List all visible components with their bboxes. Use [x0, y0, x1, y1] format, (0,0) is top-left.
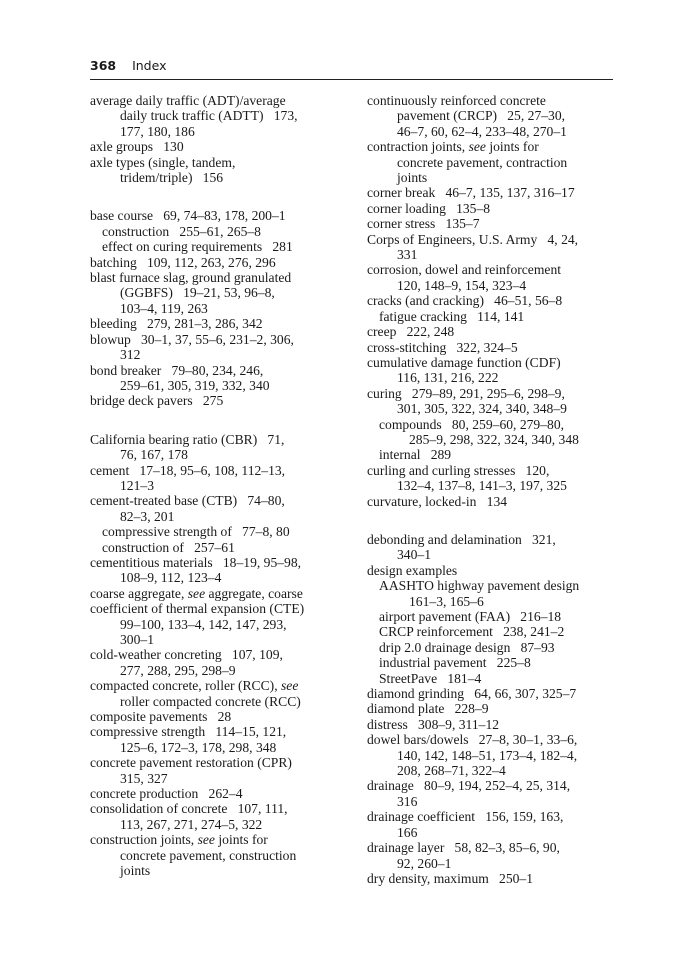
index-entry: California bearing ratio (CBR) 71, — [90, 431, 285, 447]
index-entry-continuation: 132–4, 137–8, 141–3, 197, 325 — [397, 478, 567, 494]
index-entry-continuation: 161–3, 165–6 — [409, 593, 484, 609]
index-entry: debonding and delamination 321, — [367, 531, 556, 547]
index-entry: continuously reinforced concrete — [367, 93, 546, 108]
index-entry: curling and curling stresses 120, — [367, 462, 550, 478]
index-entry-continuation: 125–6, 172–3, 178, 298, 348 — [120, 739, 277, 755]
index-entry-continuation: 76, 167, 178 — [120, 447, 188, 463]
index-entry: bleeding 279, 281–3, 286, 342 — [90, 316, 263, 332]
index-subentry: CRCP reinforcement 238, 241–2 — [379, 624, 565, 640]
index-entry: dry density, maximum 250–1 — [367, 870, 534, 886]
index-entry-continuation: 99–100, 133–4, 142, 147, 293, — [120, 616, 287, 632]
index-entry: compacted concrete, roller (RCC), see — [90, 678, 299, 694]
index-entry-continuation: tridem/triple) 156 — [120, 170, 224, 186]
index-entry-continuation: 120, 148–9, 154, 323–4 — [397, 277, 527, 293]
index-entry-continuation: roller compacted concrete (RCC) — [120, 693, 301, 709]
index-entry-continuation: 166 — [397, 824, 418, 840]
index-entry-continuation: 331 — [397, 247, 418, 263]
index-entry: cement-treated base (CTB) 74–80, — [90, 493, 285, 509]
index-entry-continuation: 277, 288, 295, 298–9 — [120, 662, 236, 678]
index-entry: coefficient of thermal expansion (CTE) — [90, 601, 305, 617]
index-entry-continuation: 300–1 — [120, 632, 154, 647]
index-entry: construction joints, see joints for — [90, 832, 268, 848]
index-entry: cementitious materials 18–19, 95–98, — [90, 554, 302, 570]
index-entry: diamond grinding 64, 66, 307, 325–7 — [367, 686, 577, 702]
index-entry-continuation: 285–9, 298, 322, 324, 340, 348 — [409, 431, 579, 447]
index-entry-continuation: concrete pavement, construction — [120, 847, 297, 863]
header-title: Index — [132, 58, 167, 73]
index-entry: blast furnace slag, ground granulated — [90, 270, 292, 286]
index-entry: consolidation of concrete 107, 111, — [90, 801, 288, 817]
index-entry: bond breaker 79–80, 234, 246, — [90, 362, 264, 378]
index-entry-continuation: 121–3 — [120, 477, 154, 493]
index-entry: corner break 46–7, 135, 137, 316–17 — [367, 185, 575, 201]
index-subentry: AASHTO highway pavement design — [379, 578, 580, 594]
index-entry-continuation: 259–61, 305, 319, 332, 340 — [120, 377, 270, 393]
index-entry-continuation: joints — [397, 170, 428, 186]
index-entry: compressive strength 114–15, 121, — [90, 724, 287, 740]
index-entry-continuation: 208, 268–71, 322–4 — [397, 763, 506, 779]
index-column-right — [367, 93, 579, 886]
index-subentry: construction of 257–61 — [102, 539, 235, 555]
index-subentry: compressive strength of 77–8, 80 — [102, 524, 290, 540]
index-subentry: effect on curing requirements 281 — [102, 239, 293, 255]
index-entry: average daily traffic (ADT)/average — [90, 93, 286, 108]
index-entry: creep 222, 248 — [367, 324, 455, 340]
index-entry-continuation: 301, 305, 322, 324, 340, 348–9 — [397, 401, 567, 417]
index-entry: coarse aggregate, see aggregate, coarse — [90, 585, 303, 601]
running-header — [90, 58, 167, 73]
index-entry: Corps of Engineers, U.S. Army 4, 24, — [367, 231, 579, 247]
index-entry-continuation: (GGBFS) 19–21, 53, 96–8, — [120, 285, 275, 301]
index-entry: cement 17–18, 95–6, 108, 112–13, — [90, 462, 286, 478]
index-entry-continuation: daily truck traffic (ADTT) 173, — [120, 108, 298, 124]
section-gap — [90, 185, 304, 208]
index-entry-continuation: 340–1 — [397, 547, 431, 563]
index-entry: drainage coefficient 156, 159, 163, — [367, 809, 564, 825]
index-entry-continuation: pavement (CRCP) 25, 27–30, — [397, 108, 566, 124]
index-entry-continuation: 140, 142, 148–51, 173–4, 182–4, — [397, 747, 578, 763]
page-number: 368 — [90, 58, 117, 73]
index-entry: batching 109, 112, 263, 276, 296 — [90, 254, 276, 270]
index-entry: corner loading 135–8 — [367, 200, 491, 216]
index-entry: bridge deck pavers 275 — [90, 393, 224, 409]
index-entry: curvature, locked-in 134 — [367, 493, 508, 509]
index-entry: cracks (and cracking) 46–51, 56–8 — [367, 293, 563, 309]
index-entry: base course 69, 74–83, 178, 200–1 — [90, 208, 286, 224]
index-entry: concrete pavement restoration (CPR) — [90, 755, 292, 771]
index-entry: composite pavements 28 — [90, 709, 232, 725]
index-entry-continuation: 103–4, 119, 263 — [120, 300, 208, 316]
index-entry-continuation: 113, 267, 271, 274–5, 322 — [120, 816, 263, 832]
index-entry: cumulative damage function (CDF) — [367, 354, 561, 370]
index-entry: concrete production 262–4 — [90, 786, 243, 802]
index-entry: design examples — [367, 562, 458, 578]
index-entry: diamond plate 228–9 — [367, 701, 489, 717]
index-subentry: drip 2.0 drainage design 87–93 — [379, 639, 555, 655]
index-column-left — [90, 93, 304, 879]
section-gap — [367, 509, 579, 532]
index-subentry: construction 255–61, 265–8 — [102, 223, 261, 239]
index-subentry: StreetPave 181–4 — [379, 670, 482, 686]
index-entry: axle groups 130 — [90, 139, 184, 155]
index-subentry: airport pavement (FAA) 216–18 — [379, 609, 562, 624]
index-subentry: compounds 80, 259–60, 279–80, — [379, 416, 565, 432]
index-entry: drainage 80–9, 194, 252–4, 25, 314, — [367, 778, 571, 794]
index-entry-continuation: 46–7, 60, 62–4, 233–48, 270–1 — [397, 123, 567, 139]
index-entry: blowup 30–1, 37, 55–6, 231–2, 306, — [90, 331, 294, 347]
index-entry: corrosion, dowel and reinforcement — [367, 262, 562, 278]
section-gap — [90, 409, 304, 432]
index-entry-continuation: 108–9, 112, 123–4 — [120, 570, 222, 586]
index-entry-continuation: 177, 180, 186 — [120, 123, 195, 139]
index-entry: axle types (single, tandem, — [90, 154, 236, 170]
index-entry: cross-stitching 322, 324–5 — [367, 339, 518, 355]
index-entry: cold-weather concreting 107, 109, — [90, 647, 283, 663]
index-entry-continuation: 316 — [397, 793, 418, 809]
index-subentry: internal 289 — [379, 447, 452, 463]
index-entry-continuation: 92, 260–1 — [397, 855, 452, 871]
header-rule — [90, 79, 613, 80]
index-entry: dowel bars/dowels 27–8, 30–1, 33–6, — [367, 732, 578, 748]
index-subentry: fatigue cracking 114, 141 — [379, 308, 525, 324]
index-entry: corner stress 135–7 — [367, 216, 480, 232]
index-entry-continuation: joints — [120, 863, 151, 879]
index-entry-continuation: 315, 327 — [120, 770, 168, 786]
index-entry: drainage layer 58, 82–3, 85–6, 90, — [367, 840, 560, 856]
index-entry-continuation: 116, 131, 216, 222 — [397, 370, 499, 386]
index-entry: contraction joints, see joints for — [367, 139, 539, 155]
index-entry: distress 308–9, 311–12 — [367, 716, 500, 732]
index-entry: curing 279–89, 291, 295–6, 298–9, — [367, 385, 565, 401]
index-entry-continuation: concrete pavement, contraction — [397, 154, 568, 170]
index-entry-continuation: 312 — [120, 347, 141, 363]
index-subentry: industrial pavement 225–8 — [379, 655, 531, 671]
index-entry-continuation: 82–3, 201 — [120, 508, 175, 524]
